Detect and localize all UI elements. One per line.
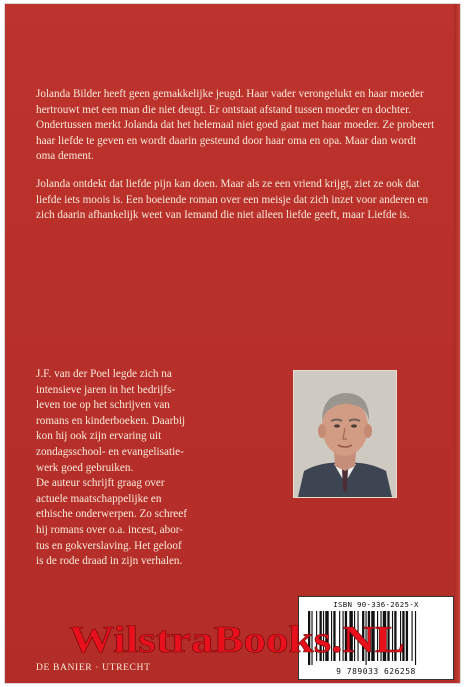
author-photo xyxy=(293,370,397,498)
svg-text:WilstraBooks.NL: WilstraBooks.NL xyxy=(69,619,405,661)
author-bio-line: De auteur schrijft graag over xyxy=(36,477,165,490)
author-bio-line: intensieve jaren in het bedrijfs- xyxy=(36,383,176,396)
barcode-bar xyxy=(415,611,416,665)
isbn-text: ISBN 90-336-2625-X xyxy=(333,600,419,609)
blurb xyxy=(36,87,436,236)
author-bio-line: J.F. van der Poel legde zich na xyxy=(36,368,172,380)
author-bio-line: actuele maatschappelijke en xyxy=(36,492,162,505)
author-bio-line: ethische onderwerpen. Zo schreef xyxy=(36,508,187,521)
barcode-digits: 9 789033 626258 xyxy=(336,667,416,676)
author-bio-line: kon hij ook zijn ervaring uit xyxy=(36,430,162,443)
author-bio-line: hij romans over o.a. incest, abor- xyxy=(36,523,184,536)
author-bio xyxy=(36,367,261,570)
blurb-paragraph-2: Jolanda ontdekt dat liefde pijn kan doen. Maar als ze een vriend krijgt, ziet ze ook dat liefde iets moois is. Een boeiende roman over een meisje dat zich inzet voor anderen en zich daarin afhankelijk weet van Iemand die niet alleen liefde geeft, maar Liefde is. xyxy=(36,177,429,222)
author-bio-line: leven toe op het schrijven van xyxy=(36,399,170,412)
author-bio-line: werk goed gebruiken. xyxy=(36,461,134,474)
author-portrait-illustration xyxy=(294,371,396,497)
publisher-imprint: DE BANIER · UTRECHT xyxy=(36,662,151,673)
author-bio-line: zondagsschool- en evangelisatie- xyxy=(36,445,184,458)
cover-edge xyxy=(454,4,460,683)
author-bio-line: romans en kinderboeken. Daarbij xyxy=(36,414,186,427)
barcode-bar xyxy=(412,611,413,661)
author-bio-line: is de rode draad in zijn verhalen. xyxy=(36,555,183,568)
blurb-paragraph-1: Jolanda Bilder heeft geen gemakkelijke jeugd. Haar vader verongelukt en haar moeder hertrouwt met een man die niet deugt. Er ontstaat afstand tussen moeder en dochter. Ondertussen merkt Jolanda dat het helemaal niet goed gaat met haar moeder. Ze probeert haar liefde te geven en wordt daarin gesteund door haar oma en opa. Maar dan wordt oma dement. xyxy=(36,88,435,163)
watermark-logo xyxy=(69,616,409,662)
author-bio-line: tus en gokverslaving. Het geloof xyxy=(36,539,182,552)
book-back-cover xyxy=(5,4,460,683)
